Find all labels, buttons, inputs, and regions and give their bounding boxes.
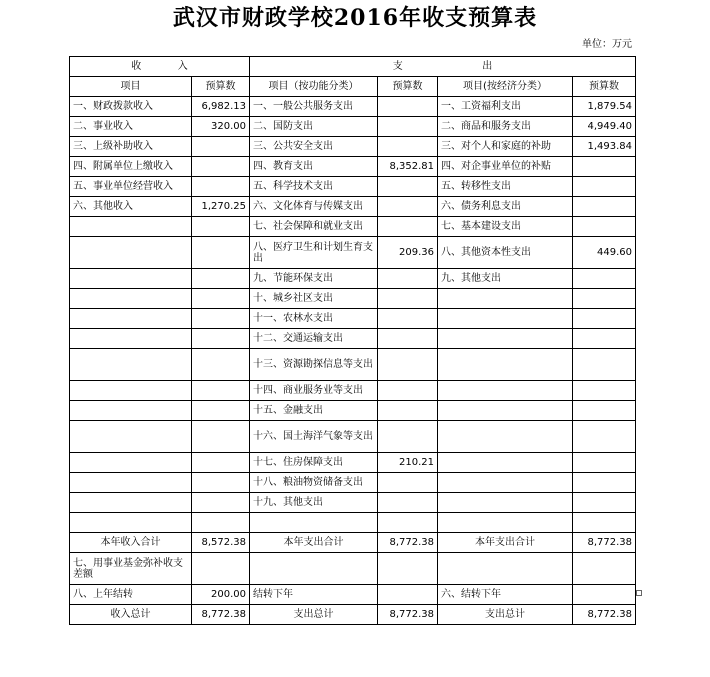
economic-item [438,349,573,381]
carry-forward-label-econ: 六、结转下年 [438,585,573,605]
table-row [70,97,636,117]
economic-budget [573,177,636,197]
year-expense-label: 本年支出合计 [250,533,378,553]
function-item: 十四、商业服务业等支出 [250,381,378,401]
function-item: 十、城乡社区支出 [250,289,378,309]
income-budget [192,381,250,401]
function-item: 四、教育支出 [250,157,378,177]
income-item [70,453,192,473]
economic-item [438,493,573,513]
table-row [70,117,636,137]
economic-budget [573,309,636,329]
economic-budget: 449.60 [573,237,636,269]
income-item [70,401,192,421]
carry-forward-label: 结转下年 [250,585,378,605]
column-header-row [70,77,636,97]
fund-offset-label: 七、用事业基金弥补收支差额 [70,553,192,585]
economic-item [438,401,573,421]
function-budget [378,473,438,493]
unit-label: 单位：万元 [582,39,632,50]
function-budget [378,177,438,197]
income-budget [192,329,250,349]
economic-item [438,513,573,533]
economic-budget [573,401,636,421]
income-budget [192,401,250,421]
income-item [70,421,192,453]
income-budget: 6,982.13 [192,97,250,117]
function-budget [378,97,438,117]
income-item [70,493,192,513]
income-item: 一、财政拨款收入 [70,97,192,117]
grand-expense-value: 8,772.38 [378,605,438,625]
income-budget [192,217,250,237]
function-item: 三、公共安全支出 [250,137,378,157]
income-item: 三、上级补助收入 [70,137,192,157]
function-item: 七、社会保障和就业支出 [250,217,378,237]
income-budget [192,513,250,533]
function-item: 九、节能环保支出 [250,269,378,289]
function-item: 二、国防支出 [250,117,378,137]
income-item [70,237,192,269]
income-item: 四、附属单位上缴收入 [70,157,192,177]
economic-budget [573,421,636,453]
function-item: 十七、住房保障支出 [250,453,378,473]
income-item [70,217,192,237]
function-item: 十二、交通运输支出 [250,329,378,349]
function-item: 五、科学技术支出 [250,177,378,197]
table-row [70,137,636,157]
carry-over-value: 200.00 [192,585,250,605]
economic-budget [573,493,636,513]
fund-offset-value [192,553,250,585]
function-budget: 209.36 [378,237,438,269]
budget-table [69,56,636,625]
empty-cell [250,553,378,585]
function-budget [378,401,438,421]
income-budget [192,237,250,269]
empty-cell [573,553,636,585]
income-item [70,513,192,533]
economic-item: 八、其他资本性支出 [438,237,573,269]
grand-income-value: 8,772.38 [192,605,250,625]
grand-income-label: 收入总计 [70,605,192,625]
income-budget [192,137,250,157]
economic-budget: 4,949.40 [573,117,636,137]
economic-item [438,309,573,329]
function-item: 十五、金融支出 [250,401,378,421]
year-income-value: 8,572.38 [192,533,250,553]
table-row [70,381,636,401]
income-budget [192,349,250,381]
function-item: 十九、其他支出 [250,493,378,513]
function-budget [378,289,438,309]
income-budget [192,473,250,493]
col-header-budget2: 预算数 [378,77,438,97]
function-budget [378,269,438,289]
function-item: 十三、资源勘探信息等支出 [250,349,378,381]
economic-item: 三、对个人和家庭的补助 [438,137,573,157]
col-header-budget3: 预算数 [573,77,636,97]
economic-budget [573,381,636,401]
table-row [70,349,636,381]
function-budget: 210.21 [378,453,438,473]
economic-budget [573,157,636,177]
group-header-row [70,57,636,77]
table-row [70,329,636,349]
income-item [70,473,192,493]
document-title: 武汉市财政学校2016年收支预算表 [172,5,538,31]
function-item: 八、医疗卫生和计划生育支出 [250,237,378,269]
function-item: 十八、粮油物资储备支出 [250,473,378,493]
economic-item [438,473,573,493]
economic-budget: 1,879.54 [573,97,636,117]
col-header-budget: 预算数 [192,77,250,97]
carry-forward-value [378,585,438,605]
economic-budget [573,329,636,349]
function-item: 六、文化体育与传媒支出 [250,197,378,217]
table-row [70,157,636,177]
table-row [70,473,636,493]
income-item: 六、其他收入 [70,197,192,217]
economic-item [438,421,573,453]
economic-item [438,381,573,401]
col-header-item-econ: 项目(按经济分类） [438,77,573,97]
income-item: 五、事业单位经营收入 [70,177,192,197]
function-item: 一、一般公共服务支出 [250,97,378,117]
year-expense-value: 8,772.38 [378,533,438,553]
table-row [70,289,636,309]
economic-budget [573,453,636,473]
grand-total-row [70,605,636,625]
table-row [70,197,636,217]
table-row [70,237,636,269]
function-item: 十一、农林水支出 [250,309,378,329]
economic-budget [573,217,636,237]
economic-budget [573,473,636,493]
col-header-item-func: 项目（按功能分类） [250,77,378,97]
expense-group-char-1: 支 [392,61,403,72]
economic-item: 五、转移性支出 [438,177,573,197]
income-budget: 320.00 [192,117,250,137]
income-budget [192,421,250,453]
income-budget [192,309,250,329]
economic-item [438,329,573,349]
function-budget [378,349,438,381]
year-expense-label-econ: 本年支出合计 [438,533,573,553]
function-item [250,513,378,533]
table-row [70,513,636,533]
expense-group-char-2: 出 [482,61,493,72]
function-budget [378,217,438,237]
economic-item: 七、基本建设支出 [438,217,573,237]
carry-forward-value-econ [573,585,636,605]
function-budget [378,309,438,329]
income-group-header [70,57,250,77]
income-item [70,349,192,381]
col-header-item: 项目 [70,77,192,97]
table-row [70,177,636,197]
table-row [70,309,636,329]
economic-item: 四、对企事业单位的补贴 [438,157,573,177]
function-budget [378,381,438,401]
income-budget [192,289,250,309]
income-budget [192,269,250,289]
income-group-char-2: 入 [177,61,188,72]
function-item: 十六、国土海洋气象等支出 [250,421,378,453]
income-item [70,309,192,329]
income-item: 二、事业收入 [70,117,192,137]
economic-item [438,289,573,309]
function-budget [378,421,438,453]
table-row [70,453,636,473]
economic-budget [573,349,636,381]
income-budget [192,177,250,197]
economic-item: 一、工资福利支出 [438,97,573,117]
income-item [70,381,192,401]
economic-item [438,453,573,473]
function-budget: 8,352.81 [378,157,438,177]
function-budget [378,493,438,513]
income-budget: 1,270.25 [192,197,250,217]
table-end-marker [636,590,642,596]
income-group-char-1: 收 [131,61,142,72]
year-expense-value-econ: 8,772.38 [573,533,636,553]
income-budget [192,157,250,177]
table-row [70,493,636,513]
economic-budget [573,513,636,533]
function-budget [378,137,438,157]
year-total-row [70,533,636,553]
income-budget [192,493,250,513]
economic-budget [573,197,636,217]
function-budget [378,513,438,533]
grand-expense-label: 支出总计 [250,605,378,625]
expense-group-header [250,57,636,77]
income-item [70,269,192,289]
grand-expense-value-econ: 8,772.38 [573,605,636,625]
empty-cell [438,553,573,585]
function-budget [378,197,438,217]
grand-expense-label-econ: 支出总计 [438,605,573,625]
economic-budget [573,289,636,309]
economic-budget: 1,493.84 [573,137,636,157]
table-row [70,421,636,453]
table-row [70,269,636,289]
income-item [70,289,192,309]
function-budget [378,117,438,137]
carry-over-row [70,585,636,605]
empty-cell [378,553,438,585]
table-row [70,401,636,421]
year-income-label: 本年收入合计 [70,533,192,553]
income-item [70,329,192,349]
function-budget [378,329,438,349]
income-budget [192,453,250,473]
fund-offset-row [70,553,636,585]
table-row [70,217,636,237]
economic-item: 九、其他支出 [438,269,573,289]
economic-item: 二、商品和服务支出 [438,117,573,137]
carry-over-label: 八、上年结转 [70,585,192,605]
economic-item: 六、债务利息支出 [438,197,573,217]
economic-budget [573,269,636,289]
